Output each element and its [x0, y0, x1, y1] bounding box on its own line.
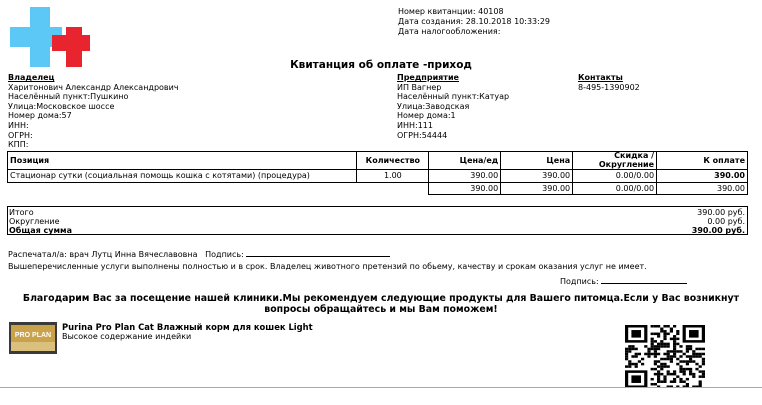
- items-table: [7, 151, 748, 195]
- sum-label: Общая сумма: [9, 226, 72, 235]
- thanks-line-2: вопросы обращайтесь и мы Вам поможем!: [264, 304, 498, 315]
- page-title: Квитанция об оплате -приход: [290, 59, 472, 71]
- owner-street: Улица:Московское шоссе: [8, 101, 115, 111]
- header-discount: Скидка / Округление: [573, 152, 657, 170]
- rounding-line: [9, 217, 745, 226]
- sum-value: 390.00 руб.: [691, 226, 745, 235]
- enterprise-street: Улица:Заводская: [397, 101, 470, 111]
- enterprise-block: [397, 73, 509, 140]
- owner-locality: Населённый пункт:Пушкино: [8, 92, 129, 102]
- tax-date: Дата налогообложения:: [398, 27, 501, 36]
- contacts-block: [578, 73, 640, 92]
- cell-quantity: 1.00: [357, 170, 429, 183]
- cell-price: 390.00: [501, 170, 573, 183]
- header-quantity: Количество: [357, 152, 429, 170]
- owner-signature: [560, 275, 687, 286]
- receipt-meta: [398, 7, 550, 37]
- header-price-unit: Цена/ед: [429, 152, 501, 170]
- subtotal-discount: 0.00/0.00: [573, 183, 657, 195]
- bottom-divider: [0, 387, 762, 388]
- enterprise-ogrn: ОГРН:54444: [397, 130, 448, 140]
- logo-red-cross-horizontal: [52, 35, 90, 51]
- owner-block: [8, 73, 179, 150]
- enterprise-name: ИП Вагнер: [397, 82, 442, 92]
- subtotal-price: 390.00: [501, 183, 573, 195]
- owner-name: Харитонович Александр Александрович: [8, 82, 179, 92]
- owner-house: Номер дома:57: [8, 111, 72, 121]
- table-header-row: [8, 152, 748, 170]
- cell-position: Стационар сутки (социальная помощь кошка с котятами) (процедура): [8, 170, 357, 183]
- subtotal-row: [8, 183, 748, 195]
- header-price: Цена: [501, 152, 573, 170]
- creation-date: Дата создания: 28.10.2018 10:33:29: [398, 17, 550, 26]
- owner-signature-label: Подпись:: [560, 277, 599, 286]
- owner-ogrn: ОГРН:: [8, 130, 33, 140]
- receipt-number: Номер квитанции: 40108: [398, 7, 504, 16]
- product-image: [9, 322, 57, 354]
- total-label: Итого: [9, 208, 34, 217]
- subtotal-price-unit: 390.00: [429, 183, 501, 195]
- signature-line: [246, 248, 390, 257]
- clinic-logo: [10, 7, 90, 67]
- rounding-label: Округление: [9, 217, 60, 226]
- cell-price-unit: 390.00: [429, 170, 501, 183]
- product-title: Purina Pro Plan Cat Влажный корм для кошек Light: [62, 322, 313, 332]
- qr-code: [625, 325, 705, 388]
- product-subtitle: Высокое содержание индейки: [62, 332, 192, 341]
- printed-by: [8, 248, 390, 259]
- owner-kpp: КПП:: [8, 140, 29, 150]
- services-note: Вышеперечисленные услуги выполнены полностью и в срок. Владелец животного претензий по обьему, качеству и срокам оказания услуг не имеет.: [8, 262, 647, 271]
- sum-line: [9, 226, 745, 235]
- printed-by-text: Распечатал/а: врач Лутц Инна Вячеславовна Подпись:: [8, 250, 244, 259]
- thanks-message: [0, 293, 762, 315]
- subtotal-to-pay: 390.00: [657, 183, 748, 195]
- total-value: 390.00 руб.: [697, 208, 745, 217]
- total-line: [9, 208, 745, 217]
- rounding-value: 0.00 руб.: [707, 217, 745, 226]
- owner-signature-line: [601, 275, 687, 284]
- thanks-line-1: Благодарим Вас за посещение нашей клиники.Мы рекомендуем следующие продукты для Вашего питомца.Если у Вас возникнут: [22, 293, 740, 304]
- contacts-phone: 8-495-1390902: [578, 82, 640, 92]
- enterprise-locality: Населённый пункт:Катуар: [397, 92, 510, 102]
- owner-heading: Владелец: [8, 73, 55, 82]
- enterprise-inn: ИНН:111: [397, 120, 433, 130]
- enterprise-heading: Предприятие: [397, 73, 459, 82]
- enterprise-house: Номер дома:1: [397, 111, 456, 121]
- owner-inn: ИНН:: [8, 120, 29, 130]
- product-image-text: PRO PLAN: [14, 332, 52, 339]
- totals-box: [7, 206, 748, 235]
- header-position: Позиция: [8, 152, 357, 170]
- contacts-heading: Контакты: [578, 73, 623, 82]
- cell-to-pay: 390.00: [657, 170, 748, 183]
- header-to-pay: К оплате: [657, 152, 748, 170]
- table-row: [8, 170, 748, 183]
- cell-discount: 0.00/0.00: [573, 170, 657, 183]
